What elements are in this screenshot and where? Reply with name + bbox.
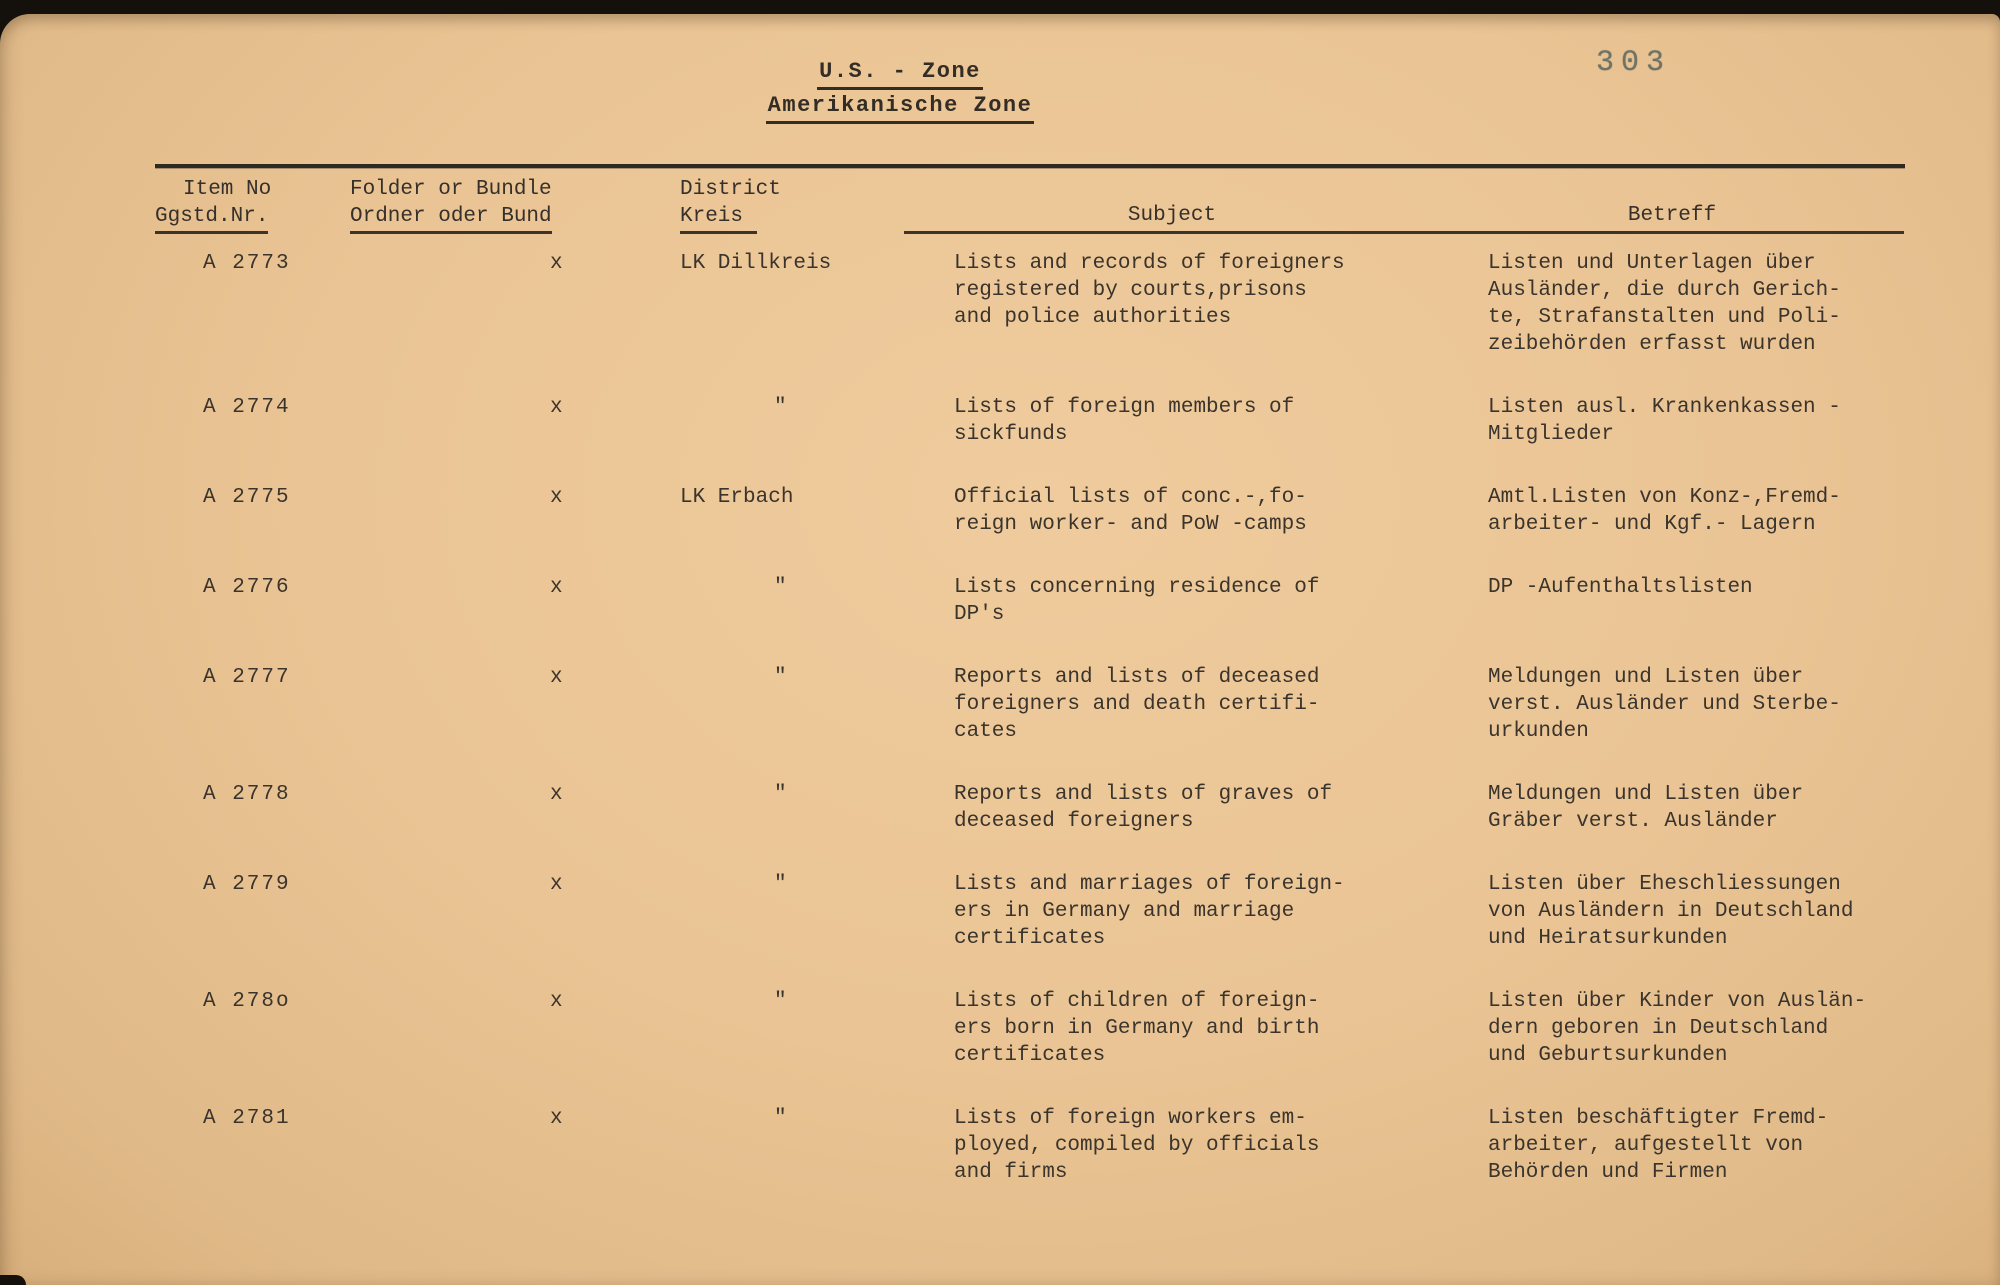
- header-folder: Folder or Bundle Ordner oder Bund: [340, 176, 640, 234]
- subject-cell: Lists of foreign workers em- ployed, compiled by officials and firms: [954, 1107, 1320, 1184]
- folder-mark-cell: x: [550, 666, 563, 689]
- betreff-cell: Amtl.Listen von Konz-,Fremd- arbeiter- und Kgf.- Lagern: [1488, 486, 1841, 536]
- title-line-2: Amerikanische Zone: [0, 92, 1800, 124]
- scan-corner-shadow: [0, 1275, 26, 1285]
- table-row: [155, 484, 1940, 538]
- district-cell: ": [774, 783, 787, 806]
- table-row: [155, 988, 1940, 1069]
- betreff-cell: Meldungen und Listen über verst. Ausländer und Sterbe- urkunden: [1488, 666, 1841, 743]
- betreff-cell: Listen über Eheschliessungen von Ausländern in Deutschland und Heiratsurkunden: [1488, 873, 1854, 950]
- betreff-cell: Listen und Unterlagen über Ausländer, die durch Gerich- te, Strafanstalten und Poli- zeibehörden erfasst wurden: [1488, 252, 1841, 356]
- table-row: [155, 394, 1940, 448]
- item-no-cell: A 2774: [203, 396, 291, 419]
- subject-cell: Reports and lists of deceased foreigners and death certifi- cates: [954, 666, 1320, 743]
- index-table: [0, 164, 2000, 1222]
- page-number: 303: [1596, 46, 1672, 80]
- betreff-cell: Listen ausl. Krankenkassen - Mitglieder: [1488, 396, 1841, 446]
- item-no-cell: A 2775: [203, 486, 291, 509]
- header-betreff: Betreff: [1440, 176, 1904, 234]
- subject-cell: Lists concerning residence of DP's: [954, 576, 1320, 626]
- header-item-no: Item No Ggstd.Nr.: [155, 176, 340, 234]
- folder-mark-cell: x: [550, 396, 563, 419]
- folder-mark-cell: x: [550, 252, 563, 275]
- table-row: [155, 781, 1940, 835]
- item-no-cell: A 2777: [203, 666, 291, 689]
- district-cell: LK Dillkreis: [680, 252, 832, 275]
- subject-cell: Lists and marriages of foreign- ers in Germany and marriage certificates: [954, 873, 1345, 950]
- title-line-1: U.S. - Zone: [0, 58, 1800, 90]
- betreff-cell: Listen über Kinder von Auslän- dern geboren in Deutschland und Geburtsurkunden: [1488, 990, 1867, 1067]
- betreff-cell: DP -Aufenthaltslisten: [1488, 576, 1753, 599]
- district-cell: LK Erbach: [680, 486, 794, 509]
- district-cell: ": [774, 396, 787, 419]
- table-row: [155, 1105, 1940, 1186]
- district-cell: ": [774, 1107, 787, 1130]
- folder-mark-cell: x: [550, 576, 563, 599]
- folder-mark-cell: x: [550, 873, 563, 896]
- subject-cell: Lists of foreign members of sickfunds: [954, 396, 1295, 446]
- folder-mark-cell: x: [550, 990, 563, 1013]
- betreff-cell: Listen beschäftigter Fremd- arbeiter, aufgestellt von Behörden und Firmen: [1488, 1107, 1829, 1184]
- folder-mark-cell: x: [550, 486, 563, 509]
- subject-cell: Lists of children of foreign- ers born in Germany and birth certificates: [954, 990, 1320, 1067]
- table-row: [155, 574, 1940, 628]
- subject-cell: Reports and lists of graves of deceased foreigners: [954, 783, 1333, 833]
- item-no-cell: A 278o: [203, 990, 291, 1013]
- folder-mark-cell: x: [550, 783, 563, 806]
- table-row: [155, 871, 1940, 952]
- horizontal-rule: [155, 164, 1905, 168]
- header-district: District Kreis: [640, 176, 920, 234]
- item-no-cell: A 2779: [203, 873, 291, 896]
- page-title: [0, 58, 1800, 124]
- header-subject: Subject: [904, 176, 1440, 234]
- folder-mark-cell: x: [550, 1107, 563, 1130]
- district-cell: ": [774, 576, 787, 599]
- district-cell: ": [774, 873, 787, 896]
- table-body: [0, 250, 2000, 1186]
- betreff-cell: Meldungen und Listen über Gräber verst. Ausländer: [1488, 783, 1804, 833]
- item-no-cell: A 2778: [203, 783, 291, 806]
- district-cell: ": [774, 666, 787, 689]
- table-row: [155, 250, 1940, 358]
- paper-page: [0, 14, 2000, 1285]
- table-header: [155, 176, 1940, 234]
- subject-cell: Official lists of conc.-,fo- reign worker- and PoW -camps: [954, 486, 1307, 536]
- item-no-cell: A 2776: [203, 576, 291, 599]
- item-no-cell: A 2781: [203, 1107, 291, 1130]
- district-cell: ": [774, 990, 787, 1013]
- subject-cell: Lists and records of foreigners registered by courts,prisons and police authorities: [954, 252, 1345, 329]
- item-no-cell: A 2773: [203, 252, 291, 275]
- table-row: [155, 664, 1940, 745]
